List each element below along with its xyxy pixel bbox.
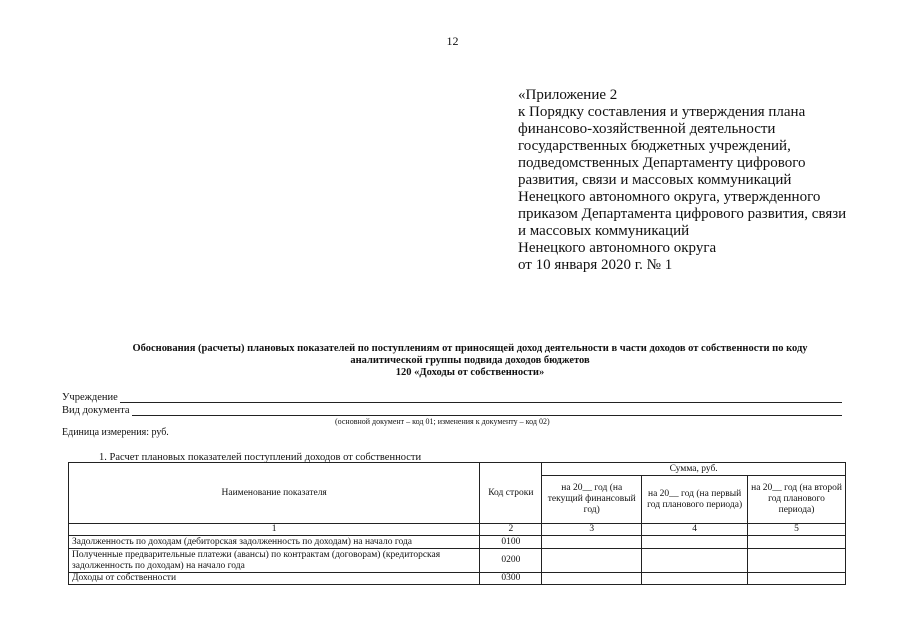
title-line-3: 120 «Доходы от собственности» — [395, 367, 545, 378]
value-cell[interactable] — [542, 573, 642, 585]
row-code: 0300 — [480, 573, 542, 585]
doc-type-line[interactable] — [132, 405, 842, 416]
appendix-line: от 10 января 2020 г. № 1 — [518, 257, 673, 273]
appendix-line: приказом Департамента цифрового развития, связи — [518, 206, 847, 222]
doc-type-field[interactable] — [62, 405, 842, 416]
appendix-line: Ненецкого автономного округа, утвержденного — [518, 189, 821, 205]
header-col-4: на 20__ год (на первый год планового периода) — [642, 476, 748, 524]
doc-type-hint: (основной документ – код 01; изменения к документу – код 02) — [335, 417, 550, 426]
header-name: Наименование показателя — [69, 463, 480, 524]
institution-field[interactable] — [62, 392, 842, 403]
value-cell[interactable] — [748, 573, 846, 585]
appendix-line: «Приложение 2 — [518, 87, 618, 103]
header-sum: Сумма, руб. — [542, 463, 846, 476]
table-row — [69, 536, 846, 549]
value-cell[interactable] — [642, 536, 748, 549]
page-number: 12 — [446, 34, 459, 48]
column-number: 3 — [542, 524, 642, 536]
column-number: 5 — [748, 524, 846, 536]
column-numbers-row — [69, 524, 846, 536]
appendix-header — [518, 87, 858, 274]
row-name: Полученные предварительные платежи (авансы) по контрактам (договорам) (кредиторская задолженность по доходам) на начало года — [69, 549, 480, 573]
header-col-3: на 20__ год (на текущий финансовый год) — [542, 476, 642, 524]
column-number: 4 — [642, 524, 748, 536]
document-title — [70, 343, 870, 379]
appendix-line: государственных бюджетных учреждений, — [518, 138, 791, 154]
title-line-1: Обоснования (расчеты) плановых показателей по поступлениям от приносящей доход деятельности в части доходов от собственности по коду — [132, 343, 808, 354]
value-cell[interactable] — [642, 573, 748, 585]
appendix-line: подведомственных Департаменту цифрового — [518, 155, 806, 171]
section-title: 1. Расчет плановых показателей поступлений доходов от собственности — [99, 452, 422, 463]
value-cell[interactable] — [642, 549, 748, 573]
appendix-line: к Порядку составления и утверждения плана — [518, 104, 806, 120]
appendix-line: финансово-хозяйственной деятельности — [518, 121, 776, 137]
institution-line[interactable] — [120, 392, 842, 403]
column-number: 1 — [69, 524, 480, 536]
row-code: 0200 — [480, 549, 542, 573]
row-code: 0100 — [480, 536, 542, 549]
appendix-line: и массовых коммуникаций — [518, 223, 690, 239]
header-col-5: на 20__ год (на второй год планового периода) — [748, 476, 846, 524]
table-row — [69, 549, 846, 573]
table-row — [69, 573, 846, 585]
value-cell[interactable] — [748, 549, 846, 573]
revenue-table — [68, 462, 846, 585]
value-cell[interactable] — [542, 536, 642, 549]
institution-label: Учреждение — [62, 392, 118, 403]
appendix-line: Ненецкого автономного округа — [518, 240, 717, 256]
header-code: Код строки — [480, 463, 542, 524]
title-line-2: аналитической группы подвида доходов бюджетов — [350, 355, 590, 366]
appendix-line: развития, связи и массовых коммуникаций — [518, 172, 792, 188]
column-number: 2 — [480, 524, 542, 536]
value-cell[interactable] — [542, 549, 642, 573]
doc-type-label: Вид документа — [62, 405, 130, 416]
row-name: Задолженность по доходам (дебиторская задолженность по доходам) на начало года — [69, 536, 480, 549]
row-name: Доходы от собственности — [69, 573, 480, 585]
value-cell[interactable] — [748, 536, 846, 549]
units-label: Единица измерения: руб. — [62, 427, 169, 438]
